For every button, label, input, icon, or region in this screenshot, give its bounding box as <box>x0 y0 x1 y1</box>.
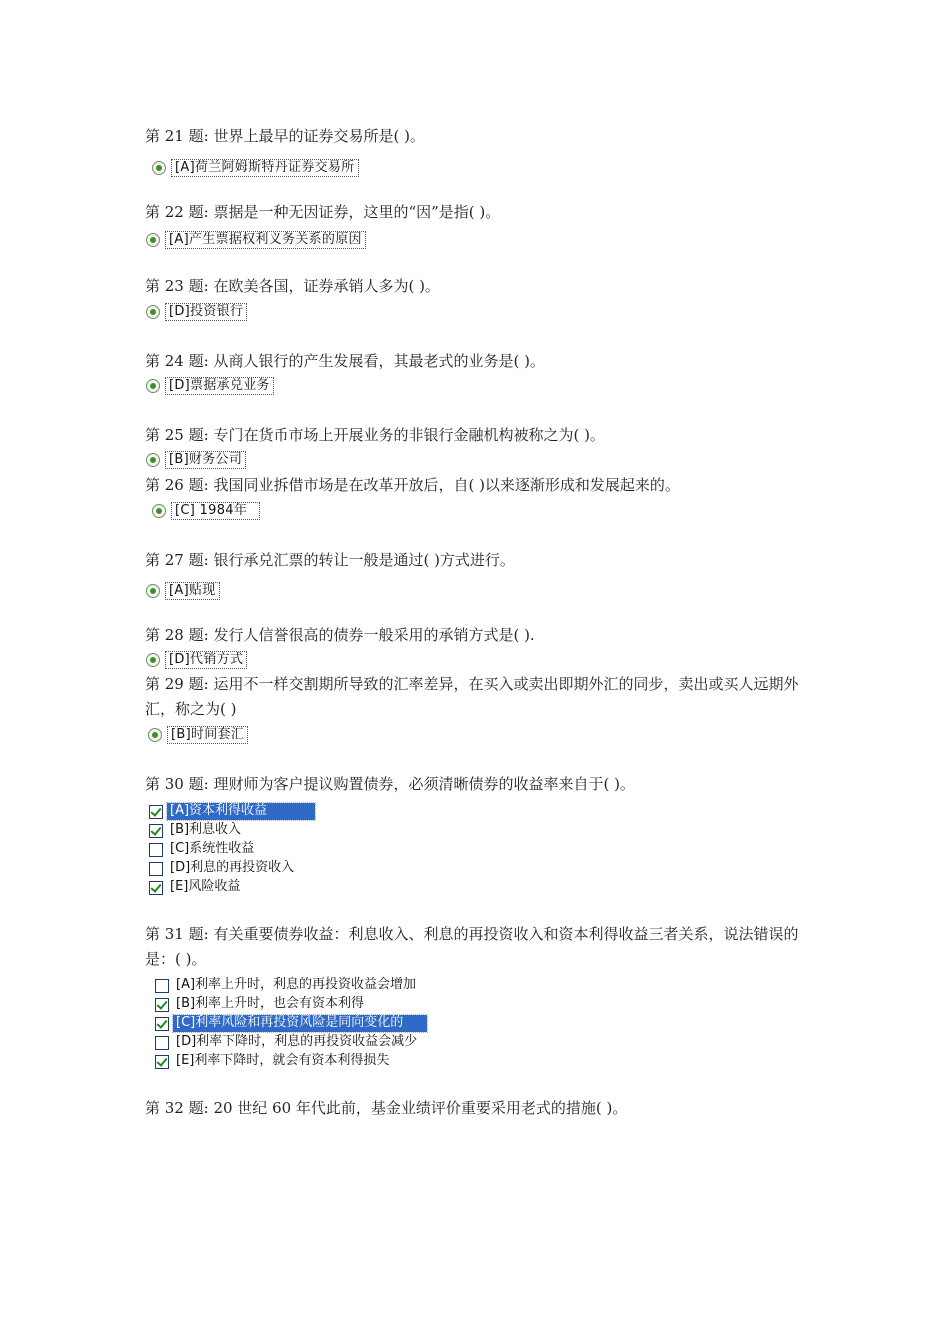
answer-22[interactable] <box>146 231 366 249</box>
option-label[interactable]: [C]系统性收益 <box>170 841 255 856</box>
option-label[interactable]: [B]利息收入 <box>170 822 242 837</box>
answer-label[interactable]: [D]票据承兑业务 <box>165 377 274 395</box>
question-22: 第 22 题: 票据是一种无因证券，这里的“因”是指( )。 <box>145 203 501 221</box>
checkbox-unchecked-icon[interactable] <box>149 843 163 857</box>
checkbox-checked-icon[interactable] <box>155 1017 169 1031</box>
option-31-a[interactable] <box>155 976 427 995</box>
answer-label[interactable]: [A]产生票据权利义务关系的原因 <box>165 231 366 249</box>
answer-26[interactable] <box>152 502 260 520</box>
answer-21[interactable] <box>152 159 359 177</box>
answer-label[interactable]: [A]贴现 <box>165 582 220 600</box>
radio-selected-icon[interactable] <box>146 233 160 247</box>
checkbox-checked-icon[interactable] <box>149 881 163 895</box>
answer-label[interactable]: [A]荷兰阿姆斯特丹证券交易所 <box>171 159 359 177</box>
checkbox-checked-icon[interactable] <box>149 805 163 819</box>
option-31-e[interactable] <box>155 1052 427 1071</box>
option-30-e[interactable] <box>149 878 315 897</box>
checkbox-checked-icon[interactable] <box>155 1055 169 1069</box>
option-30-d[interactable] <box>149 859 315 878</box>
option-label[interactable]: [E]利率下降时，就会有资本利得损失 <box>176 1053 390 1068</box>
radio-selected-icon[interactable] <box>152 504 166 518</box>
radio-selected-icon[interactable] <box>146 379 160 393</box>
question-30: 第 30 题: 理财师为客户提议购置债券，必须清晰债券的收益率来自于( )。 <box>145 775 635 793</box>
radio-selected-icon[interactable] <box>146 584 160 598</box>
checkbox-unchecked-icon[interactable] <box>149 862 163 876</box>
option-label[interactable]: [D]利率下降时，利息的再投资收益会减少 <box>176 1034 418 1049</box>
option-31-c[interactable] <box>155 1014 427 1033</box>
question-21: 第 21 题: 世界上最早的证券交易所是( )。 <box>145 127 425 145</box>
answer-25[interactable] <box>146 451 246 469</box>
radio-selected-icon[interactable] <box>152 161 166 175</box>
checkbox-unchecked-icon[interactable] <box>155 1036 169 1050</box>
question-23: 第 23 题: 在欧美各国，证券承销人多为( )。 <box>145 277 440 295</box>
answer-label[interactable]: [D]代销方式 <box>165 651 247 669</box>
answer-29[interactable] <box>148 726 248 744</box>
options-30 <box>149 802 315 897</box>
checkbox-unchecked-icon[interactable] <box>155 979 169 993</box>
radio-selected-icon[interactable] <box>146 453 160 467</box>
question-31: 第 31 题: 有关重要债券收益：利息收入、利息的再投资收入和资本利得收益三者关系，说法错误的是：( )。 <box>145 925 799 968</box>
option-label[interactable]: [A]利率上升时，利息的再投资收益会增加 <box>176 977 417 992</box>
answer-28[interactable] <box>146 651 247 669</box>
option-label[interactable]: [A]资本利得收益 <box>167 803 315 820</box>
answer-23[interactable] <box>146 303 247 321</box>
radio-selected-icon[interactable] <box>146 305 160 319</box>
answer-label[interactable]: [B]财务公司 <box>165 451 246 469</box>
answer-27[interactable] <box>146 582 220 600</box>
option-30-a[interactable] <box>149 802 315 821</box>
options-31 <box>155 976 427 1071</box>
option-30-b[interactable] <box>149 821 315 840</box>
question-28: 第 28 题: 发行人信誉很高的债券一般采用的承销方式是( ). <box>145 626 535 644</box>
option-label[interactable]: [C]利率风险和再投资风险是同向变化的 <box>173 1015 427 1032</box>
question-32: 第 32 题: 20 世纪 60 年代此前，基金业绩评价重要采用老式的措施( )。 <box>145 1099 628 1117</box>
checkbox-checked-icon[interactable] <box>155 998 169 1012</box>
answer-24[interactable] <box>146 377 274 395</box>
radio-selected-icon[interactable] <box>146 653 160 667</box>
question-26: 第 26 题: 我国同业拆借市场是在改革开放后，自( )以来逐渐形成和发展起来的。 <box>145 476 680 494</box>
question-25: 第 25 题: 专门在货币市场上开展业务的非银行金融机构被称之为( )。 <box>145 426 605 444</box>
question-27: 第 27 题: 银行承兑汇票的转让一般是通过( )方式进行。 <box>145 551 515 569</box>
option-30-c[interactable] <box>149 840 315 859</box>
answer-label[interactable]: [C] 1984年 <box>171 502 260 520</box>
option-label[interactable]: [E]风险收益 <box>170 879 241 894</box>
option-31-b[interactable] <box>155 995 427 1014</box>
checkbox-checked-icon[interactable] <box>149 824 163 838</box>
question-29: 第 29 题: 运用不一样交割期所导致的汇率差异，在买入或卖出即期外汇的同步，卖出或买人远期外汇，称之为( ) <box>145 675 799 718</box>
option-label[interactable]: [D]利息的再投资收入 <box>170 860 295 875</box>
answer-label[interactable]: [D]投资银行 <box>165 303 247 321</box>
question-24: 第 24 题: 从商人银行的产生发展看，其最老式的业务是( )。 <box>145 352 545 370</box>
option-31-d[interactable] <box>155 1033 427 1052</box>
radio-selected-icon[interactable] <box>148 728 162 742</box>
option-label[interactable]: [B]利率上升时，也会有资本利得 <box>176 996 365 1011</box>
answer-label[interactable]: [B]时间套汇 <box>167 726 248 744</box>
